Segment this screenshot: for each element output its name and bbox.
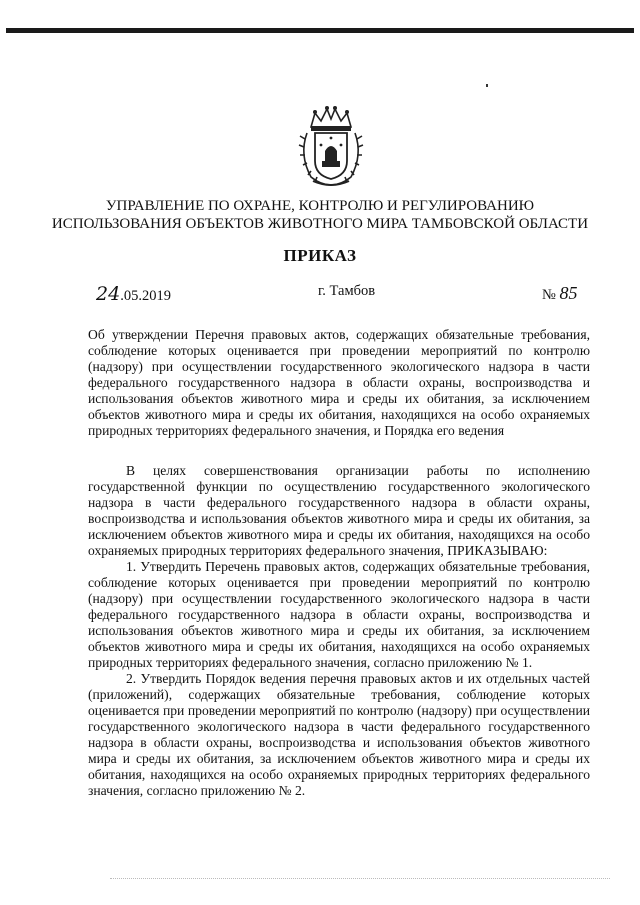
item-1-paragraph: 1. Утвердить Перечень правовых актов, содержащих обязательные требования, соблюдение которых оценивается при проведении мероприятий по контролю (надзору) при осуществлении государственного экологического надзора в части федерального государственного надзора в области охраны, воспроизводства и использования объектов животного мира и среды их обитания, за исключением объектов животного мира и среды их обитания, находящихся на особо охраняемых природных территориях федерального значения, согласно приложению № 1. <box>88 559 590 670</box>
agency-name-line2: ИСПОЛЬЗОВАНИЯ ОБЪЕКТОВ ЖИВОТНОГО МИРА ТАМБОВСКОЙ ОБЛАСТИ <box>51 216 589 232</box>
scan-speck <box>486 84 488 87</box>
agency-name <box>20 197 620 233</box>
agency-name-line1: УПРАВЛЕНИЕ ПО ОХРАНЕ, КОНТРОЛЮ И РЕГУЛИРОВАНИЮ <box>105 198 535 214</box>
order-subject: Об утверждении Перечня правовых актов, содержащих обязательные требования, соблюдение которых оценивается при проведении мероприятий по контролю (надзору) при осуществлении государственного экологического надзора в части федерального государственного надзора в области охраны, воспроизводства и использования объектов животного мира и среды их обитания, за исключением объектов животного мира и среды их обитания, находящихся на особо охраняемых природных территориях федерального значения, и Порядка его ведения <box>88 327 590 438</box>
order-number <box>542 283 577 304</box>
document-type-title: ПРИКАЗ <box>283 246 357 265</box>
handwritten-day: 24 <box>96 283 121 305</box>
printed-month-year: .05.2019 <box>120 288 171 304</box>
order-body <box>88 463 590 799</box>
number-sign: № <box>542 287 556 303</box>
order-city: г. Тамбов <box>318 283 376 299</box>
preamble-paragraph: В целях совершенствования организации работы по исполнению государственной функции по осуществлению государственного экологического надзора в части федерального государственного надзора в области охраны, воспроизводства и использования объектов животного мира и среды их обитания, за исключением объектов животного мира и среды их обитания, находящихся на особо охраняемых природных территориях федерального значения, ПРИКАЗЫВАЮ: <box>88 463 590 558</box>
coat-of-arms-icon <box>297 105 365 187</box>
handwritten-number: 85 <box>559 283 578 303</box>
top-border-rule <box>6 28 634 33</box>
item-2-paragraph: 2. Утвердить Порядок ведения перечня правовых актов и их отдельных частей (приложений), содержащих обязательные требования, соблюдение которых оценивается при проведении мероприятий по контролю (надзору) при осуществлении государственного экологического надзора в части федерального государственного надзора в области охраны, воспроизводства и использования объектов животного мира и среды их обитания, за исключением объектов животного мира и среды их обитания, находящихся на особо охраняемых природных территориях федерального значения, согласно приложению № 2. <box>88 671 590 798</box>
bottom-scan-edge <box>110 878 610 880</box>
order-date <box>96 283 171 305</box>
